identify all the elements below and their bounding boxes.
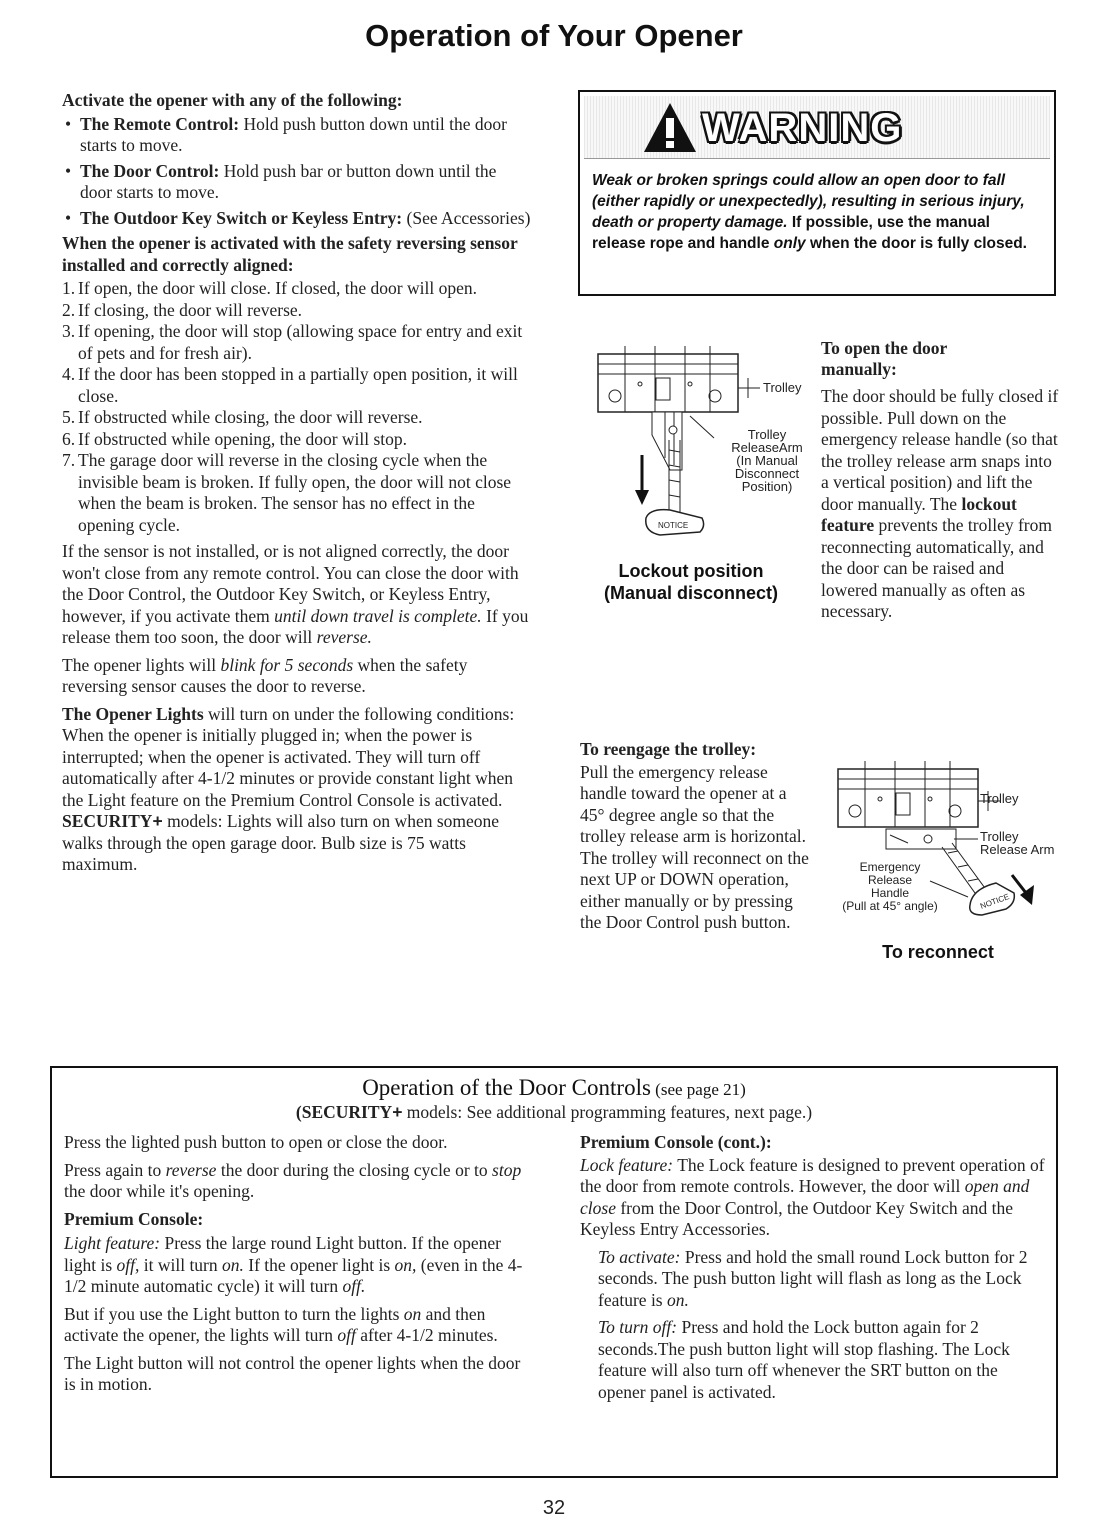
warning-word: WARNING	[702, 106, 903, 150]
item-text: Hold push bar or button down until the door starts to move.	[80, 160, 497, 202]
item-text: Hold push button down until the door starts to move.	[80, 113, 507, 155]
text-segment: If the sensor is not installed, or is not aligned correctly, the door won't close from any remote control. You can close the door with the Door Control, the Outdoor Key Switch, or Keyless Entry, however, if you activate them	[62, 541, 519, 626]
text-segment: after 4-1/2 minutes.	[355, 1325, 498, 1345]
text-segment: The opener lights will	[62, 654, 221, 675]
text-segment: when the safety reversing sensor causes the door to reverse.	[62, 654, 468, 696]
text-segment: The Lock feature is designed to prevent operation of the door from remote controls. However, the door will	[580, 1154, 1045, 1196]
text-emphasis: Lock feature:	[580, 1154, 674, 1175]
label-line: Trolley	[747, 427, 787, 442]
handle-label	[830, 861, 950, 913]
list-item	[62, 407, 532, 429]
item-number: 5.	[62, 407, 76, 427]
item-term: The Remote Control:	[80, 113, 240, 134]
text-emphasis: To activate:	[598, 1246, 681, 1267]
text-strong: The Opener Lights	[62, 703, 204, 724]
text-segment: will turn on under the following conditions: When the opener is initially plugged in; when the power is interrupted; when the opener is activated. They will turn off automatically after 4-1/2 minutes or provide constant light when the Light feature on the Premium Control Console is activated.	[62, 703, 515, 810]
item-text: If open, the door will close. If closed, the door will open.	[78, 278, 477, 298]
lockout-figure	[590, 340, 820, 555]
item-text: If closing, the door will reverse.	[78, 299, 303, 320]
door-controls-title	[50, 1075, 1058, 1101]
light-motion-paragraph: The Light button will not control the opener lights when the door is in motion.	[64, 1352, 521, 1394]
text-segment: it will turn	[139, 1254, 223, 1275]
text-segment: models: Lights will also turn on when someone walks through the open garage door. Bulb size is 75 watts maximum.	[62, 811, 500, 874]
text-emphasis: until down travel is complete.	[274, 605, 482, 626]
item-number: 2.	[62, 299, 76, 320]
text-segment: Press and hold the small round Lock button for 2 seconds. The push button light will flash as long as the Lock feature is	[598, 1246, 1028, 1310]
label-line: Position)	[741, 479, 793, 494]
door-controls-subtitle	[50, 1102, 1058, 1123]
text-segment: Press and hold the Lock button again for 2 seconds.The push button light will stop flashing. The Lock feature will also turn off whenever the SRT button on the opener panel is activated.	[598, 1317, 1010, 1402]
notice-label: NOTICE	[658, 521, 689, 530]
activate-list	[62, 114, 532, 230]
item-number: 1.	[62, 278, 76, 298]
sensor-heading: When the opener is activated with the safety reversing sensor installed and correctly aligned:	[62, 233, 518, 275]
text-emphasis: stop	[492, 1159, 522, 1180]
text-emphasis: open and close	[580, 1176, 1030, 1218]
text-emphasis: reverse.	[316, 627, 372, 647]
text-emphasis: reverse	[165, 1159, 217, 1180]
caption-line: Lockout position	[618, 561, 764, 581]
page-title: Operation of Your Opener	[365, 18, 743, 53]
warning-emphasis: Weak or broken springs could allow an open door to fall (either rapidly or unexpectedly), resulting in serious injury, death or property damage.	[592, 172, 1025, 231]
text-segment: But if you use the Light button to turn the lights	[64, 1303, 404, 1324]
label-line: (In Manual	[736, 453, 798, 468]
label-line: Release Arm	[980, 842, 1055, 857]
label-line: Release	[867, 873, 913, 887]
text-emphasis: on.	[222, 1254, 244, 1275]
item-term: The Outdoor Key Switch or Keyless Entry:	[80, 207, 403, 228]
reengage-text: Pull the emergency release handle toward the opener at a 45° degree angle so that the trolley release arm is horizontal. The trolley will reconnect on the next UP or DOWN operation, either manually or by pressing the Door Control push button.	[580, 761, 809, 932]
release-arm-label	[980, 830, 1054, 856]
blink-paragraph	[62, 655, 532, 698]
reengage-section	[580, 739, 812, 934]
security-brand: (SECURITY	[295, 1102, 393, 1122]
activate-heading: Activate the opener with any of the following:	[62, 90, 403, 110]
warning-triangle-icon	[642, 100, 698, 156]
text-segment: If possible, use the manual release rope and handle	[592, 214, 990, 252]
label-line: Disconnect	[734, 466, 800, 481]
text-segment: and then activate the opener, the lights will turn	[64, 1303, 486, 1345]
label-line: ReleaseArm	[731, 440, 803, 455]
text-emphasis: on	[403, 1303, 422, 1324]
text-segment: models: See additional programming features, next page.)	[402, 1102, 813, 1122]
list-item	[62, 278, 532, 300]
item-number: 6.	[62, 428, 76, 449]
press-again-paragraph	[64, 1160, 534, 1203]
door-controls-left-column	[64, 1132, 534, 1402]
item-number: 3.	[62, 321, 76, 341]
text-segment: (even in the 4-1/2 minute automatic cycle) it will turn	[64, 1254, 523, 1296]
item-term: The Door Control:	[80, 160, 220, 181]
item-text: The garage door will reverse in the closing cycle when the invisible beam is broken. If fully open, the door will not close when the beam is broken. The sensor has no effect in the opening cycle.	[78, 450, 512, 535]
text-segment: Press the large round Light button. If the opener light is	[64, 1233, 501, 1275]
text-segment: the door during the closing cycle or to	[216, 1159, 493, 1180]
item-number: 7.	[62, 450, 76, 470]
text-emphasis: on.	[667, 1289, 689, 1310]
security-plus: +	[152, 811, 163, 831]
security-brand: SECURITY	[62, 811, 153, 831]
premium-cont-heading: Premium Console (cont.):	[580, 1132, 772, 1152]
security-plus: +	[392, 1102, 403, 1122]
text-segment: If you release them too soon, the door will	[62, 605, 529, 647]
caption-line: (Manual disconnect)	[603, 583, 778, 603]
page-number: 32	[542, 1497, 566, 1519]
text-emphasis: off.	[342, 1276, 366, 1296]
trolley-label: Trolley	[980, 791, 1019, 806]
release-arm-label	[712, 428, 822, 493]
list-item	[62, 429, 532, 451]
reconnect-figure	[830, 755, 1060, 935]
warning-text	[592, 170, 1044, 254]
heading-line: manually:	[821, 359, 897, 379]
open-manually-section	[821, 338, 1061, 623]
door-controls-right-column	[580, 1132, 1045, 1409]
reengage-heading: To reengage the trolley:	[580, 739, 757, 759]
list-item	[62, 450, 532, 536]
item-text: If opening, the door will stop (allowing space for entry and exit of pets and for fresh air).	[78, 321, 523, 363]
warning-banner	[584, 96, 1050, 159]
text-emphasis: off,	[116, 1254, 140, 1275]
press-paragraph: Press the lighted push button to open or close the door.	[64, 1132, 448, 1152]
sensor-list	[62, 278, 532, 536]
text-segment: prevents the trolley from reconnecting automatically, and the door can be raised and lowered manually as often as necessary.	[821, 515, 1052, 621]
item-text: If obstructed while opening, the door will stop.	[78, 428, 408, 449]
turn-off-lock-paragraph	[580, 1317, 1045, 1403]
text-strong: lockout feature	[821, 493, 1017, 535]
item-number: 4.	[62, 364, 76, 384]
text-segment: Press again to	[64, 1159, 166, 1180]
label-line: (Pull at 45° angle)	[842, 899, 938, 913]
text-emphasis: off	[337, 1325, 356, 1345]
warning-box	[578, 90, 1056, 296]
trolley-label: Trolley	[763, 380, 802, 395]
notice-label: NOTICE	[979, 892, 1011, 911]
text-emphasis: on,	[394, 1254, 417, 1275]
list-item	[62, 114, 532, 157]
lights-paragraph	[62, 704, 532, 876]
light-feature-paragraph	[64, 1233, 534, 1298]
label-line: Handle	[870, 886, 910, 900]
open-manually-text	[821, 386, 1061, 623]
heading-line: To open the door	[821, 338, 948, 358]
list-item	[62, 364, 532, 407]
list-item	[62, 161, 532, 204]
list-item	[62, 300, 532, 322]
lockout-caption	[580, 560, 802, 604]
text-emphasis: blink for 5 seconds	[220, 654, 354, 675]
text-emphasis: only	[773, 235, 806, 252]
open-manually-heading	[821, 338, 1061, 380]
premium-heading: Premium Console:	[64, 1208, 204, 1229]
text-segment: the door while it's opening.	[64, 1181, 255, 1201]
lock-feature-paragraph	[580, 1155, 1045, 1241]
text-emphasis: Light feature:	[64, 1233, 161, 1253]
label-line: Trolley	[980, 829, 1019, 844]
item-text: If obstructed while closing, the door will reverse.	[78, 407, 423, 427]
title-ref: (see page 21)	[650, 1080, 746, 1099]
light-button-paragraph	[64, 1304, 534, 1347]
label-line: Emergency	[859, 860, 921, 874]
reconnect-caption: To reconnect	[882, 942, 994, 962]
text-emphasis: To turn off:	[598, 1317, 678, 1337]
text-segment: If the opener light is	[243, 1254, 395, 1275]
text-segment: The door should be fully closed if possible. Pull down on the emergency release handle (so that the trolley release arm snaps into a vertical position) and lift the door manually. The	[821, 386, 1059, 514]
item-text: If the door has been stopped in a partially open position, it will close.	[78, 364, 518, 406]
list-item	[62, 321, 532, 364]
text-segment: from the Door Control, the Outdoor Key Switch and the Keyless Entry Accessories.	[580, 1197, 1014, 1239]
text-segment: when the door is fully closed.	[805, 235, 1027, 252]
list-item	[62, 208, 532, 230]
item-text: (See Accessories)	[402, 207, 531, 228]
title-text: Operation of the Door Controls	[362, 1075, 651, 1100]
activate-lock-paragraph	[580, 1247, 1045, 1312]
left-column	[62, 90, 532, 882]
sensor-not-installed	[62, 541, 532, 649]
